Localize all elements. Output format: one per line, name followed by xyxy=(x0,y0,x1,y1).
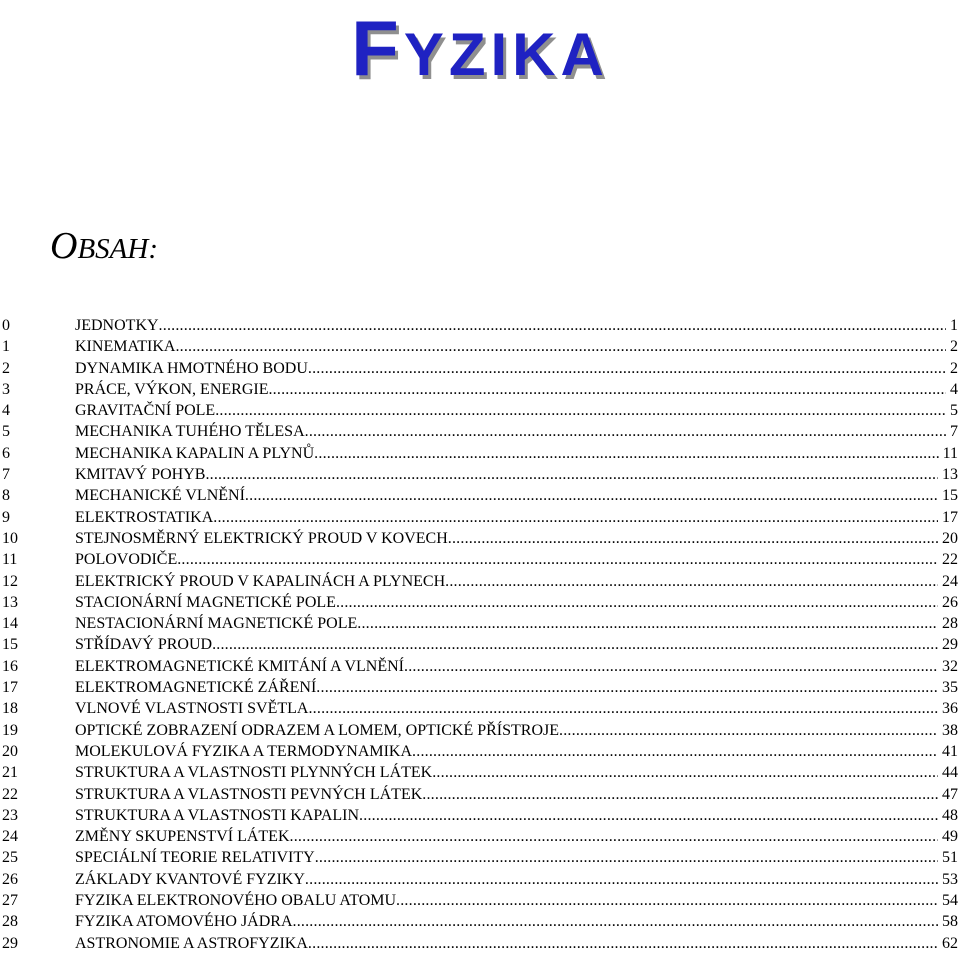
toc-entry-title[interactable]: ASTRONOMIE A ASTROFYZIKA xyxy=(75,934,308,952)
toc-entry-page[interactable]: 13 xyxy=(942,466,958,484)
toc-dot-leader xyxy=(314,443,938,464)
toc-entry[interactable] xyxy=(0,485,960,506)
toc-entry[interactable] xyxy=(0,400,960,421)
toc-entry-page[interactable]: 20 xyxy=(942,529,958,547)
toc-entry-title[interactable]: GRAVITAČNÍ POLE xyxy=(75,402,216,420)
toc-entry-page[interactable]: 35 xyxy=(942,679,958,697)
toc-heading xyxy=(50,222,158,273)
toc-entry-title[interactable]: JEDNOTKY xyxy=(75,317,159,334)
toc-entry-page[interactable]: 53 xyxy=(942,870,958,888)
toc-heading-rest: BSAH: xyxy=(77,233,158,265)
toc-entry-title[interactable]: SPECIÁLNÍ TEORIE RELATIVITY xyxy=(75,849,315,867)
toc-entry-number: 13 xyxy=(2,593,18,611)
toc-entry-number: 19 xyxy=(2,721,18,739)
toc-entry-page[interactable]: 28 xyxy=(942,615,958,633)
toc-dot-leader xyxy=(315,847,938,868)
toc-entry[interactable] xyxy=(0,847,960,868)
toc-entry-page[interactable]: 58 xyxy=(942,913,958,931)
toc-entry-number: 16 xyxy=(2,657,18,675)
title-initial: F xyxy=(351,4,404,92)
toc-entry-title[interactable]: STRUKTURA A VLASTNOSTI PLYNNÝCH LÁTEK xyxy=(75,764,433,782)
toc-entry-title[interactable]: ELEKTROMAGNETICKÉ KMITÁNÍ A VLNĚNÍ xyxy=(75,657,404,675)
toc-entry[interactable] xyxy=(0,443,960,464)
toc-entry[interactable] xyxy=(0,741,960,762)
toc-dot-leader xyxy=(559,720,938,741)
toc-entry-title[interactable]: MOLEKULOVÁ FYZIKA A TERMODYNAMIKA xyxy=(75,742,413,760)
toc-entry-page[interactable]: 54 xyxy=(942,892,958,910)
toc-entry[interactable] xyxy=(0,911,960,932)
toc-entry-title[interactable]: DYNAMIKA HMOTNÉHO BODU xyxy=(75,359,308,377)
toc-entry-title[interactable]: MECHANICKÉ VLNĚNÍ xyxy=(75,487,245,505)
toc-entry-page[interactable]: 47 xyxy=(942,785,958,803)
toc-dot-leader xyxy=(305,421,946,442)
toc-entry-number: 10 xyxy=(2,529,18,547)
toc-entry[interactable] xyxy=(0,805,960,826)
toc-dot-leader xyxy=(422,784,938,805)
toc-entry-number: 11 xyxy=(2,551,18,569)
toc-dot-leader xyxy=(215,400,946,421)
toc-entry-number: 24 xyxy=(2,828,18,846)
toc-dot-leader xyxy=(159,315,946,336)
toc-entry-number: 9 xyxy=(2,508,10,526)
toc-dot-leader xyxy=(308,933,938,954)
toc-entry-number: 26 xyxy=(2,870,18,888)
toc-entry-page[interactable]: 22 xyxy=(942,551,958,569)
toc-entry-title[interactable]: ELEKTROSTATIKA xyxy=(75,508,214,526)
toc-entry[interactable] xyxy=(0,613,960,634)
toc-entry-number: 18 xyxy=(2,700,18,718)
toc-entry-number: 14 xyxy=(2,615,18,633)
toc-entry-page[interactable]: 29 xyxy=(942,636,958,654)
toc-entry-title[interactable]: ELEKTROMAGNETICKÉ ZÁŘENÍ xyxy=(75,679,317,697)
toc-entry[interactable] xyxy=(0,720,960,741)
toc-entry-title[interactable]: ELEKTRICKÝ PROUD V KAPALINÁCH A PLYNECH xyxy=(75,572,446,590)
toc-entry-title[interactable]: MECHANIKA KAPALIN A PLYNŮ xyxy=(75,444,315,462)
toc-entry[interactable] xyxy=(0,421,960,442)
toc-entry-title[interactable]: VLNOVÉ VLASTNOSTI SVĚTLA xyxy=(75,700,309,718)
toc-entry-page[interactable]: 24 xyxy=(942,572,958,590)
toc-entry-title[interactable]: FYZIKA ATOMOVÉHO JÁDRA xyxy=(75,913,293,931)
toc-entry-title[interactable]: ZÁKLADY KVANTOVÉ FYZIKY xyxy=(75,870,305,888)
toc-entry-number: 1 xyxy=(2,338,10,356)
toc-entry-page[interactable]: 2 xyxy=(950,359,958,377)
toc-dot-leader xyxy=(305,869,938,890)
toc-entry[interactable] xyxy=(0,379,960,400)
toc-entry-number: 5 xyxy=(2,423,10,441)
toc-dot-leader xyxy=(448,528,938,549)
toc-entry-number: 25 xyxy=(2,849,18,867)
toc-entry-title[interactable]: STEJNOSMĚRNÝ ELEKTRICKÝ PROUD V KOVECH xyxy=(75,529,448,547)
toc-heading-initial: O xyxy=(50,225,78,267)
toc-entry-page[interactable]: 15 xyxy=(942,487,958,505)
toc-entry[interactable] xyxy=(0,826,960,847)
title-rest: YZIKA xyxy=(403,21,609,88)
toc-entry-number: 7 xyxy=(2,466,10,484)
toc-entry-number: 20 xyxy=(2,742,18,760)
toc-entry-number: 6 xyxy=(2,444,10,462)
toc-entry-number: 0 xyxy=(2,317,10,334)
toc-entry-page[interactable]: 51 xyxy=(942,849,958,867)
toc-entry[interactable] xyxy=(0,634,960,655)
toc-dot-leader xyxy=(336,592,938,613)
toc-entry-number: 15 xyxy=(2,636,18,654)
toc-entry-title[interactable]: MECHANIKA TUHÉHO TĚLESA xyxy=(75,423,305,441)
toc-entry-number: 29 xyxy=(2,934,18,952)
toc-entry[interactable] xyxy=(0,336,960,357)
toc-entry-number: 2 xyxy=(2,359,10,377)
toc-dot-leader xyxy=(316,677,938,698)
toc-entry-page[interactable]: 36 xyxy=(942,700,958,718)
toc-dot-leader xyxy=(268,379,946,400)
toc-entry[interactable] xyxy=(0,507,960,528)
toc-entry[interactable] xyxy=(0,677,960,698)
toc-entry-title[interactable]: PRÁCE, VÝKON, ENERGIE xyxy=(75,380,269,398)
toc-dot-leader xyxy=(212,634,938,655)
toc-entry[interactable] xyxy=(0,656,960,677)
toc-entry[interactable] xyxy=(0,528,960,549)
toc-entry[interactable] xyxy=(0,933,960,954)
toc-dot-leader xyxy=(205,464,938,485)
toc-entry-page[interactable]: 49 xyxy=(942,828,958,846)
toc-entry-title[interactable]: ZMĚNY SKUPENSTVÍ LÁTEK xyxy=(75,828,290,846)
toc-entry-page[interactable]: 26 xyxy=(942,593,958,611)
toc-entry-title[interactable]: FYZIKA ELEKTRONOVÉHO OBALU ATOMU xyxy=(75,892,397,910)
toc-entry[interactable] xyxy=(0,592,960,613)
toc-entry[interactable] xyxy=(0,315,960,336)
toc-entry-title[interactable]: NESTACIONÁRNÍ MAGNETICKÉ POLE xyxy=(75,615,358,633)
toc-dot-leader xyxy=(245,485,938,506)
toc-entry-page[interactable]: 48 xyxy=(942,806,958,824)
toc-entry[interactable] xyxy=(0,464,960,485)
table-of-contents xyxy=(0,315,960,954)
toc-entry-title[interactable]: POLOVODIČE xyxy=(75,551,178,569)
toc-dot-leader xyxy=(396,890,938,911)
toc-entry[interactable] xyxy=(0,549,960,570)
toc-entry-page[interactable]: 4 xyxy=(950,380,958,398)
toc-entry-number: 21 xyxy=(2,764,18,782)
toc-entry-number: 3 xyxy=(2,380,10,398)
toc-dot-leader xyxy=(308,698,938,719)
toc-entry-page[interactable]: 7 xyxy=(950,423,958,441)
toc-entry-page[interactable]: 41 xyxy=(942,742,958,760)
toc-entry-number: 4 xyxy=(2,402,10,420)
toc-entry-page[interactable]: 62 xyxy=(942,934,958,952)
toc-entry[interactable] xyxy=(0,698,960,719)
toc-dot-leader xyxy=(308,358,946,379)
document-title xyxy=(0,0,960,103)
toc-entry-page[interactable]: 2 xyxy=(950,338,958,356)
toc-entry-number: 27 xyxy=(2,892,18,910)
toc-dot-leader xyxy=(412,741,938,762)
toc-entry[interactable] xyxy=(0,890,960,911)
toc-entry-title[interactable]: KINEMATIKA xyxy=(75,338,176,356)
toc-entry-title[interactable]: STŘÍDAVÝ PROUD xyxy=(75,636,213,654)
toc-entry-number: 28 xyxy=(2,913,18,931)
toc-dot-leader xyxy=(359,805,938,826)
toc-dot-leader xyxy=(432,762,938,783)
toc-entry[interactable] xyxy=(0,358,960,379)
toc-entry[interactable] xyxy=(0,762,960,783)
toc-dot-leader xyxy=(290,826,938,847)
toc-dot-leader xyxy=(175,336,946,357)
toc-entry-number: 22 xyxy=(2,785,18,803)
toc-entry-title[interactable]: KMITAVÝ POHYB xyxy=(75,466,206,484)
toc-dot-leader xyxy=(404,656,938,677)
toc-entry-page[interactable]: 1 xyxy=(950,317,958,334)
toc-entry-title[interactable]: STRUKTURA A VLASTNOSTI KAPALIN xyxy=(75,806,360,824)
toc-dot-leader xyxy=(445,571,938,592)
toc-entry[interactable] xyxy=(0,869,960,890)
toc-entry-number: 12 xyxy=(2,572,18,590)
toc-entry-page[interactable]: 44 xyxy=(942,764,958,782)
toc-entry-page[interactable]: 38 xyxy=(942,721,958,739)
toc-dot-leader xyxy=(213,507,938,528)
toc-entry-page[interactable]: 17 xyxy=(942,508,958,526)
toc-entry-title[interactable]: OPTICKÉ ZOBRAZENÍ ODRAZEM A LOMEM, OPTICKÉ PŘÍSTROJE xyxy=(75,721,560,739)
toc-entry-number: 23 xyxy=(2,806,18,824)
toc-entry-page[interactable]: 11 xyxy=(942,444,958,462)
toc-entry-page[interactable]: 32 xyxy=(942,657,958,675)
toc-entry[interactable] xyxy=(0,784,960,805)
toc-dot-leader xyxy=(177,549,938,570)
toc-entry-number: 8 xyxy=(2,487,10,505)
toc-entry-title[interactable]: STACIONÁRNÍ MAGNETICKÉ POLE xyxy=(75,593,336,611)
toc-entry-title[interactable]: STRUKTURA A VLASTNOSTI PEVNÝCH LÁTEK xyxy=(75,785,423,803)
toc-entry[interactable] xyxy=(0,571,960,592)
toc-entry-number: 17 xyxy=(2,679,18,697)
toc-entry-page[interactable]: 5 xyxy=(950,402,958,420)
toc-dot-leader xyxy=(293,911,939,932)
toc-dot-leader xyxy=(357,613,938,634)
